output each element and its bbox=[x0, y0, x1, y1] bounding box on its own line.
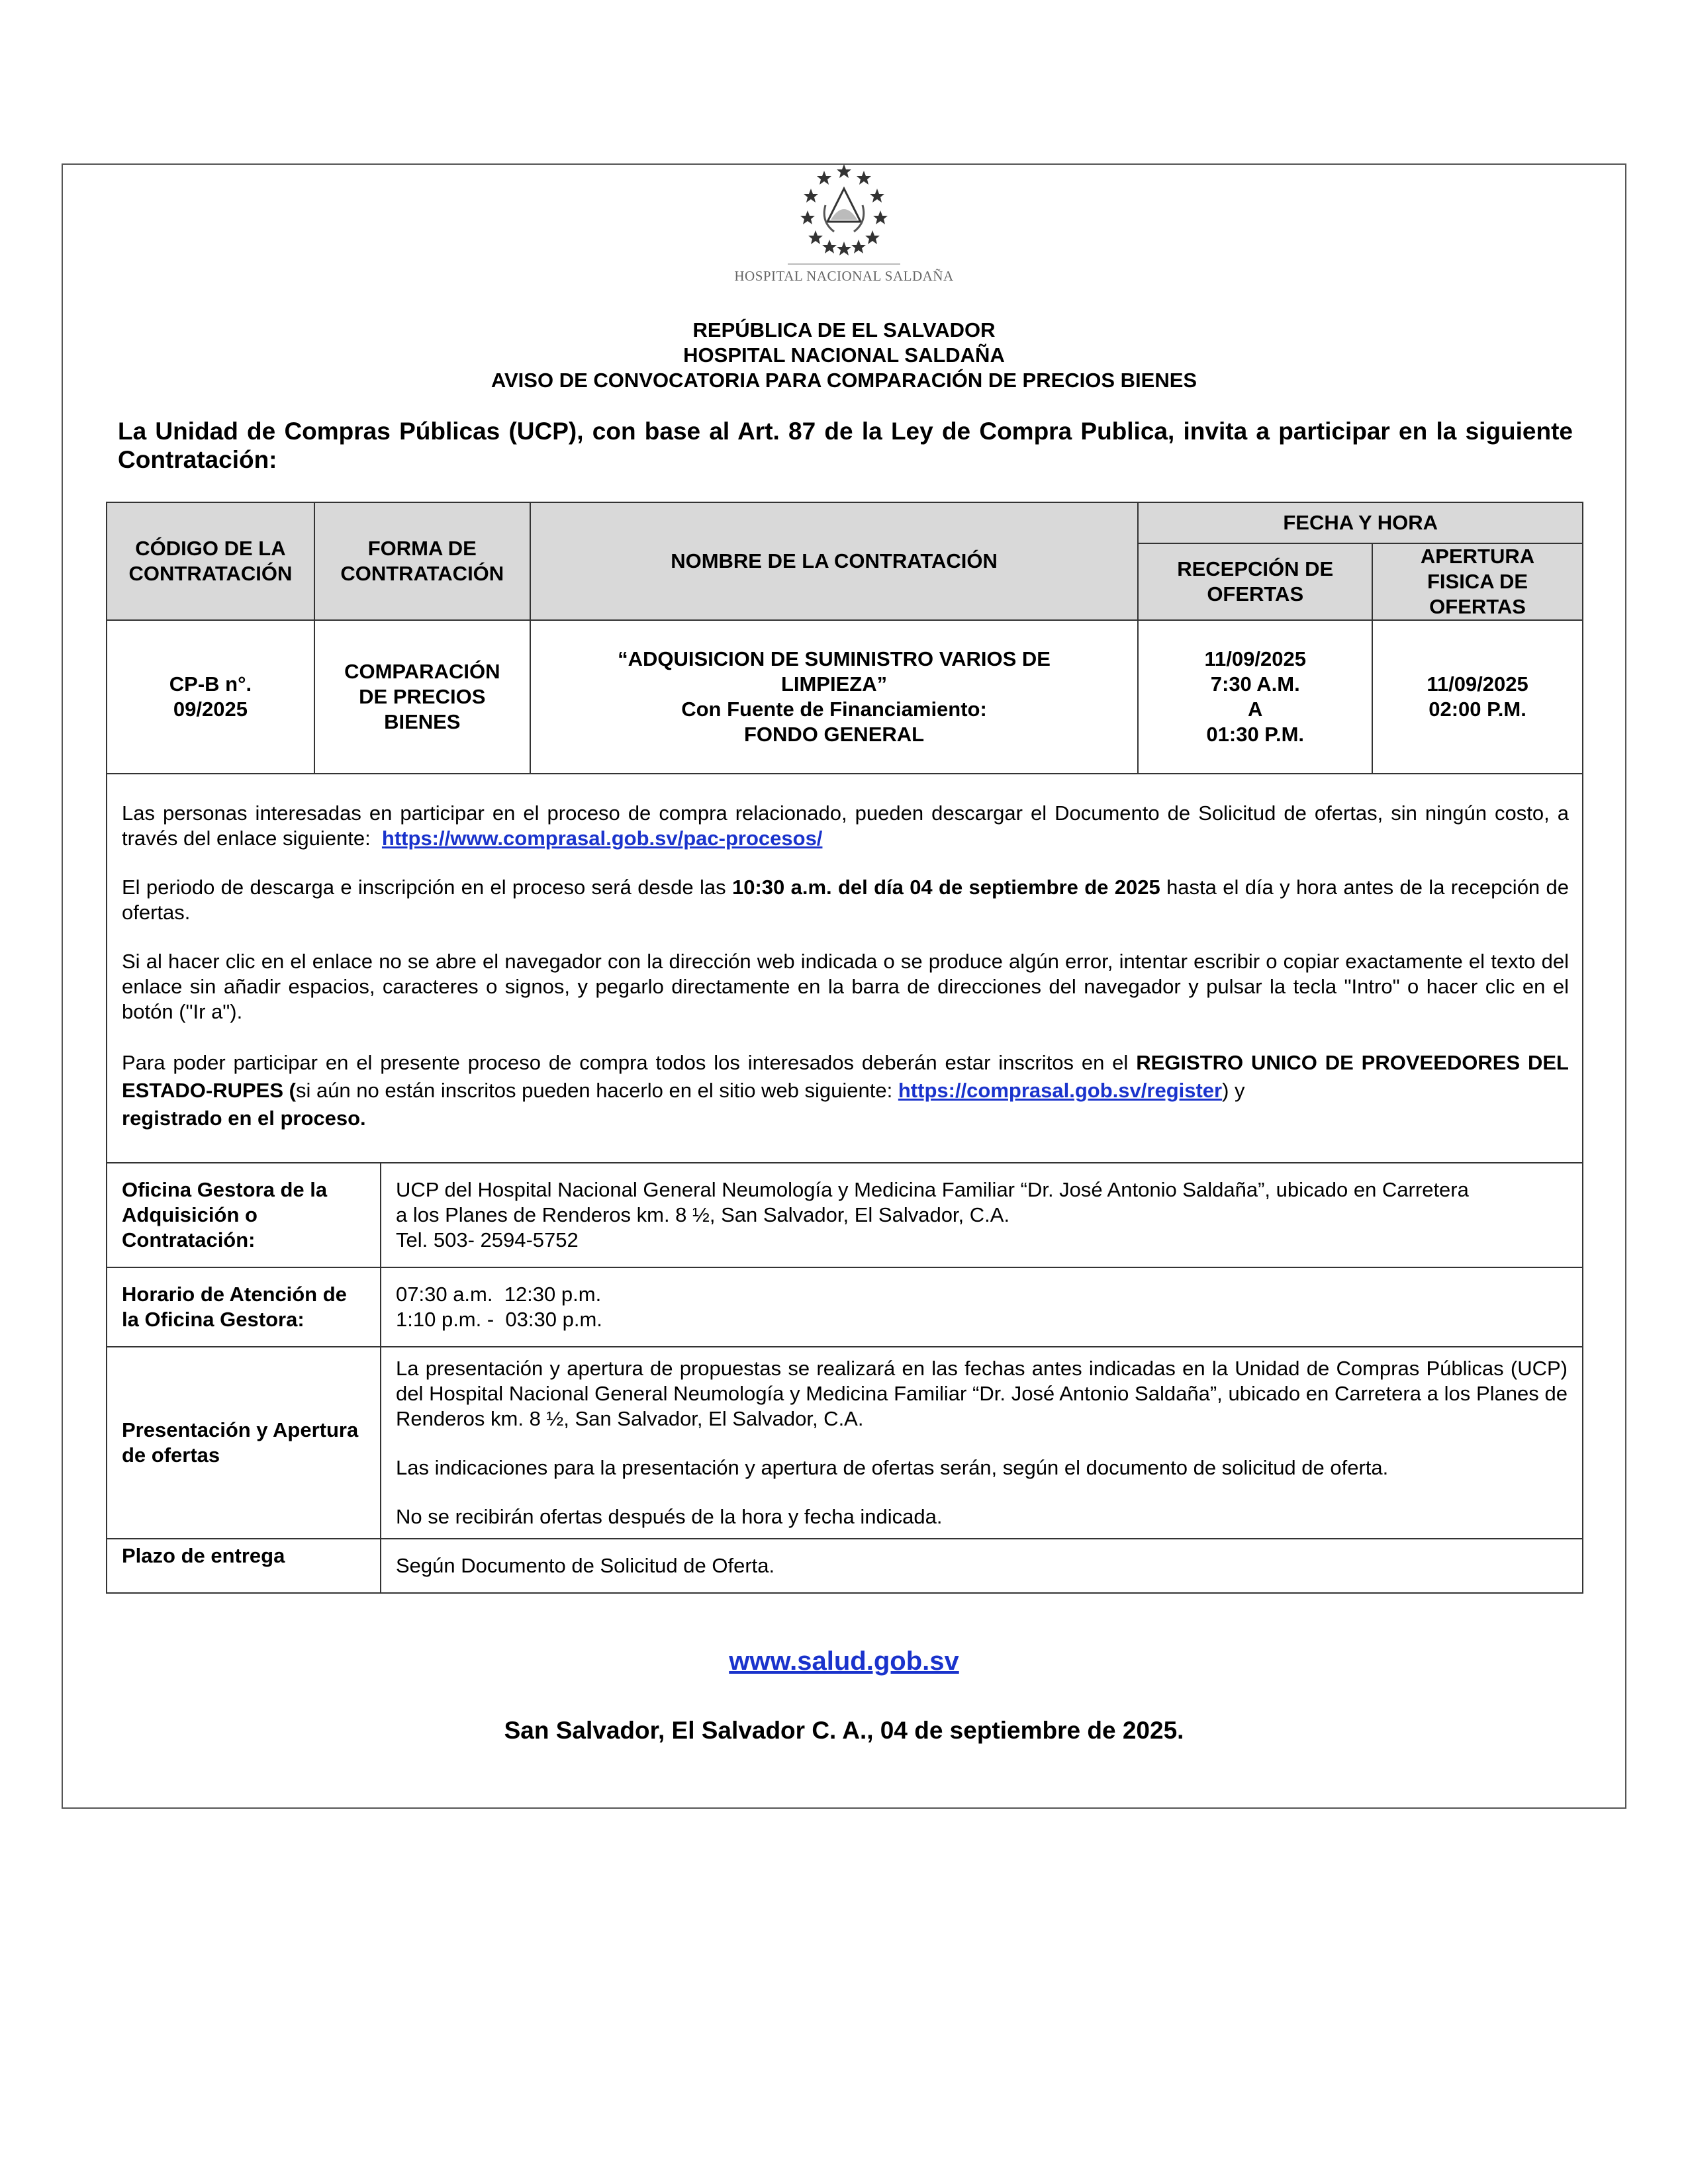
forma-line-3: BIENES bbox=[384, 710, 461, 733]
logo-divider bbox=[788, 263, 900, 265]
paragraph-rupes bbox=[122, 1049, 1569, 1132]
intro-text: La Unidad de Compras Públicas (UCP), con base al Art. 87 de la Ley de Compra Publica, invita a participar en la siguiente Contratación: bbox=[118, 418, 1573, 473]
presentacion-paragraph-2: Las indicaciones para la presentación y apertura de ofertas serán, según el documento de solicitud de oferta. bbox=[396, 1456, 1389, 1479]
cell-codigo bbox=[107, 620, 314, 774]
horario-line-1: 07:30 a.m. 12:30 p.m. bbox=[396, 1283, 602, 1306]
download-text: Las personas interesadas en participar en el proceso de compra relacionado, pueden descargar el Documento de Solicitud de ofertas, sin ningún costo, a través del enlace siguiente: bbox=[122, 801, 1569, 850]
place-date: San Salvador, El Salvador C. A., 04 de septiembre de 2025. bbox=[504, 1717, 1184, 1744]
nombre-line-4: FONDO GENERAL bbox=[743, 723, 925, 746]
period-text-before: El periodo de descarga e inscripción en el proceso será desde las bbox=[122, 876, 726, 899]
recepcion-line-1: 11/09/2025 bbox=[1204, 647, 1306, 670]
period-date: 10:30 a.m. del día 04 de septiembre de 2025 bbox=[731, 876, 1160, 899]
cell-forma bbox=[314, 620, 530, 774]
paragraph-download bbox=[122, 801, 1569, 851]
header-apertura: APERTURA FISICA DE OFERTAS bbox=[1372, 543, 1583, 620]
rupes-text-end: registrado en el proceso. bbox=[122, 1107, 366, 1130]
instructions-block bbox=[106, 774, 1583, 1163]
oficina-line-3: Tel. 503- 2594-5752 bbox=[396, 1228, 579, 1251]
recepcion-line-2: 7:30 A.M. bbox=[1210, 672, 1300, 696]
presentacion-paragraph-3: No se recibirán ofertas después de la hora y fecha indicada. bbox=[396, 1505, 943, 1528]
horario-label: Horario de Atención de la Oficina Gestora: bbox=[107, 1267, 381, 1347]
header-line-3: AVISO DE CONVOCATORIA PARA COMPARACIÓN DE PRECIOS BIENES bbox=[491, 369, 1197, 392]
contract-table bbox=[106, 502, 1583, 774]
recepcion-line-4: 01:30 P.M. bbox=[1206, 723, 1305, 746]
rupes-bold: REGISTRO UNICO DE PROVEEDORES DEL ESTADO-RUPES ( bbox=[122, 1051, 1569, 1102]
nombre-line-1: “ADQUISICION DE SUMINISTRO VARIOS DE bbox=[618, 647, 1051, 670]
rupes-text-before: Para poder participar en el presente proceso de compra todos los interesados deberán estar inscritos en el bbox=[122, 1051, 1129, 1074]
forma-line-2: DE PRECIOS bbox=[359, 685, 486, 708]
website-link[interactable]: www.salud.gob.sv bbox=[729, 1647, 959, 1676]
header-forma: FORMA DE CONTRATACIÓN bbox=[314, 502, 530, 620]
presentacion-label: Presentación y Apertura de ofertas bbox=[107, 1347, 381, 1539]
info-table bbox=[106, 1162, 1583, 1594]
header-codigo: CÓDIGO DE LA CONTRATACIÓN bbox=[107, 502, 314, 620]
oficina-label: Oficina Gestora de la Adquisición o Contratación: bbox=[107, 1163, 381, 1267]
apertura-line-2: 02:00 P.M. bbox=[1429, 698, 1526, 721]
rupes-text-after: ) y bbox=[1222, 1079, 1245, 1102]
presentacion-value bbox=[381, 1347, 1583, 1539]
period-text-after: hasta el día y hora antes de la recepción de ofertas. bbox=[122, 876, 1569, 924]
cell-apertura bbox=[1372, 620, 1583, 774]
codigo-line-1: CP-B n°. bbox=[169, 672, 252, 696]
nombre-line-2: LIMPIEZA” bbox=[780, 672, 888, 696]
horario-value bbox=[381, 1267, 1583, 1347]
header-fecha-hora: FECHA Y HORA bbox=[1138, 502, 1583, 543]
nombre-line-3: Con Fuente de Financiamiento: bbox=[681, 698, 987, 721]
rupes-text-mid: si aún no están inscritos pueden hacerlo en el sitio web siguiente: bbox=[295, 1079, 893, 1102]
header-line-2: HOSPITAL NACIONAL SALDAÑA bbox=[683, 343, 1005, 367]
oficina-value bbox=[381, 1163, 1583, 1267]
oficina-line-1: UCP del Hospital Nacional General Neumología y Medicina Familiar “Dr. José Antonio Saldaña”, ubicado en Carretera bbox=[396, 1178, 1469, 1201]
header-line-1: REPÚBLICA DE EL SALVADOR bbox=[692, 318, 996, 341]
apertura-line-1: 11/09/2025 bbox=[1427, 672, 1528, 696]
horario-line-2: 1:10 p.m. - 03:30 p.m. bbox=[396, 1308, 602, 1331]
logo-org-name: HOSPITAL NACIONAL SALDAÑA bbox=[734, 268, 954, 284]
recepcion-line-3: A bbox=[1248, 698, 1263, 721]
header-recepcion: RECEPCIÓN DE OFERTAS bbox=[1138, 543, 1372, 620]
paragraph-period bbox=[122, 875, 1569, 925]
oficina-line-2: a los Planes de Renderos km. 8 ½, San Salvador, El Salvador, C.A. bbox=[396, 1203, 1010, 1226]
header-nombre: NOMBRE DE LA CONTRATACIÓN bbox=[530, 502, 1139, 620]
codigo-line-2: 09/2025 bbox=[173, 698, 248, 721]
pac-procesos-link[interactable]: https://www.comprasal.gob.sv/pac-procesos/ bbox=[381, 827, 823, 850]
forma-line-1: COMPARACIÓN bbox=[344, 660, 500, 683]
plazo-value: Según Documento de Solicitud de Oferta. bbox=[381, 1539, 1583, 1593]
plazo-label: Plazo de entrega bbox=[107, 1539, 381, 1593]
register-link[interactable]: https://comprasal.gob.sv/register bbox=[898, 1079, 1223, 1102]
cell-nombre bbox=[530, 620, 1139, 774]
presentacion-paragraph-1: La presentación y apertura de propuestas se realizará en las fechas antes indicadas en la Unidad de Compras Públicas (UCP) del Hospital Nacional General Neumología y Medicina Familiar “Dr. José Antonio Saldaña”, ubicado en Carretera a los Planes de Renderos km. 8 ½, San Salvador, El Salvador, C.A. bbox=[396, 1357, 1568, 1430]
cell-recepcion bbox=[1138, 620, 1372, 774]
paragraph-link-help: Si al hacer clic en el enlace no se abre el navegador con la dirección web indicada o se produce algún error, intentar escribir o copiar exactamente el texto del enlace sin añadir espacios, caracteres o signos, y pegarlo directamente en la barra de direcciones del navegador y pulsar la tecla "Intro" o hacer clic en el botón ("Ir a"). bbox=[122, 950, 1569, 1023]
